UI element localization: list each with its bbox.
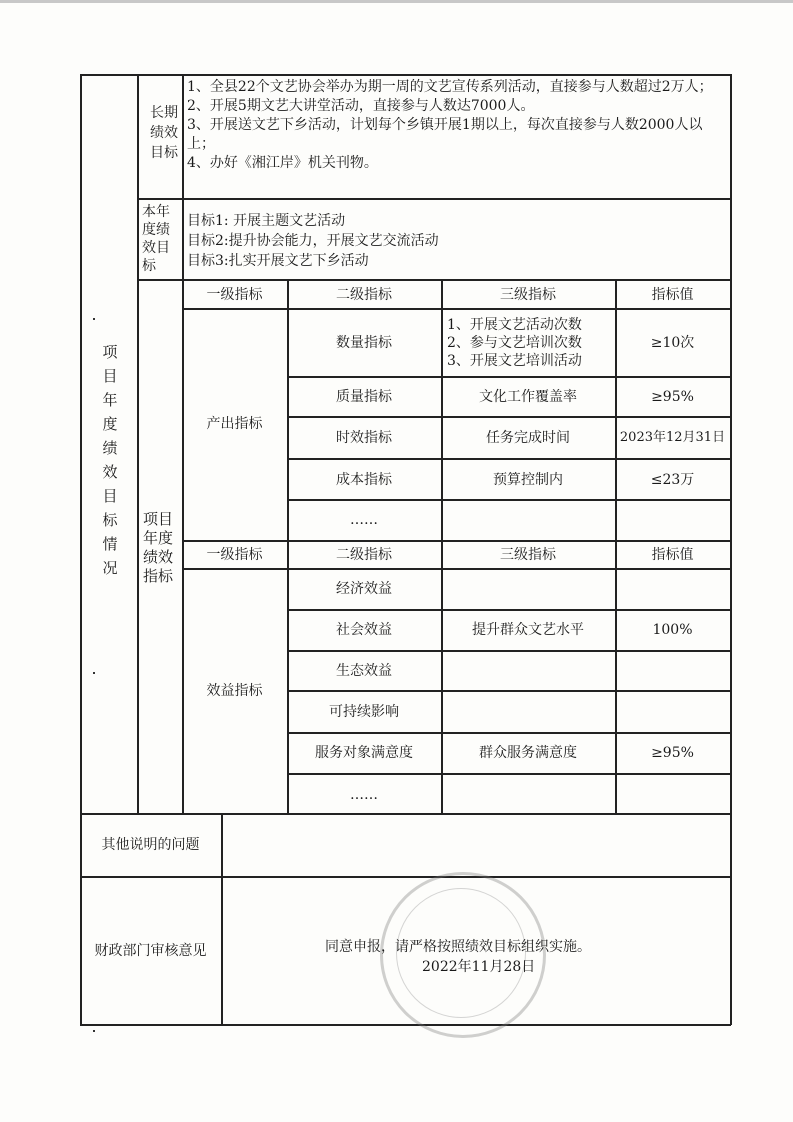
indicators-label: 项目年度绩效指标 [143,510,174,585]
row-header1-bottom [182,308,730,310]
table-border-right [730,74,732,1025]
table-border-left [80,74,82,1025]
divider-annual-indicators [137,279,730,281]
level2-cell: …… [350,787,378,803]
value-cell: ≤23万 [650,472,695,488]
level3-cell: 提升群众文艺水平 [472,622,584,638]
row-satisfaction-bottom [287,773,730,775]
divider-indicators-notes [80,813,731,815]
other-notes-label: 其他说明的问题 [101,837,200,853]
header-level3: 三级指标 [500,547,556,563]
level2-cell: 时效指标 [336,430,392,446]
finance-label: 财政部门审核意见 [94,943,207,959]
level3-cell: 3、开展文艺培训活动 [447,353,582,369]
finance-opinion: 同意申报，请严格按照绩效目标组织实施。 [325,939,591,955]
value-cell: ≥95% [651,389,694,405]
header-level2: 二级指标 [336,547,392,563]
row-quality-bottom [287,416,730,418]
long-term-item: 2、开展5期文艺大讲堂活动，直接参与人数达7000人。 [187,98,535,114]
level2-cell: 数量指标 [336,335,392,351]
level2-cell: 质量指标 [336,389,392,405]
header-level2: 二级指标 [336,287,392,303]
level2-cell: 经济效益 [336,581,392,597]
header-level1: 一级指标 [206,547,263,563]
header-level1: 一级指标 [206,287,263,303]
level3-cell: 2、参与文艺培训次数 [447,335,582,351]
finance-date: 2022年11月28日 [422,959,536,975]
annual-goal: 目标1: 开展主题文艺活动 [187,213,346,229]
header-level3: 三级指标 [500,287,556,303]
output-label: 产出指标 [206,416,263,432]
value-cell: 2023年12月31日 [619,430,726,445]
row-output-end [182,540,730,542]
level2-cell: 生态效益 [336,663,392,679]
level3-cell: 任务完成时间 [486,430,570,446]
level2-cell: 成本指标 [336,472,392,488]
benefit-label: 效益指标 [206,683,263,699]
annual-goal: 目标2:提升协会能力，开展文艺交流活动 [187,233,439,249]
row-ecological-bottom [287,690,730,692]
level3-cell: 文化工作覆盖率 [479,389,577,405]
row-quantity-bottom [287,376,730,378]
level2-cell: 社会效益 [336,622,392,638]
scan-speck [93,318,95,320]
divider-notes-finance [80,876,731,878]
long-term-item: 1、全县22个文艺协会举办为期一周的文艺宣传系列活动，直接参与人数超过2万人； [187,79,713,95]
level2-cell: 可持续影响 [329,704,399,720]
row-social-bottom [287,650,730,652]
value-cell: ≥95% [651,745,694,761]
row-sustain-bottom [287,732,730,734]
row-economic-bottom [287,609,730,611]
level3-cell: 群众服务满意度 [479,745,577,761]
table-border-top [80,74,731,76]
long-term-goals [187,78,727,173]
top-scan-line [0,0,793,3]
table-border-bottom [80,1024,731,1026]
header-value: 指标值 [651,547,694,563]
level3-cell: 1、开展文艺活动次数 [447,317,582,333]
long-term-item: 3、开展送文艺下乡活动，计划每个乡镇开展1期以上，每次直接参与人数2000人以上； [187,117,703,152]
scan-speck [93,1030,95,1032]
divider-v1 [137,74,139,814]
divider-longterm-annual [137,198,730,200]
scan-speck [93,672,95,674]
row-timeliness-bottom [287,458,730,460]
long-term-label: 长期绩效目标 [150,105,178,161]
divider-v2 [182,74,184,814]
value-cell: ≥10次 [650,335,695,351]
row-cost-bottom [287,499,730,501]
row-header2-bottom [182,568,730,570]
left-header: 项目年度绩效目标情况 [102,343,118,577]
long-term-item: 4、办好《湘江岸》机关刊物。 [187,155,378,171]
divider-v-footer [221,813,223,1025]
annual-label: 本年度绩效目标 [142,204,170,274]
header-value: 指标值 [651,287,694,303]
value-cell: 100% [652,622,693,638]
level2-cell: …… [350,512,378,528]
level2-cell: 服务对象满意度 [315,745,413,761]
annual-goal: 目标3:扎实开展文艺下乡活动 [187,253,369,269]
level3-cell: 预算控制内 [493,472,563,488]
